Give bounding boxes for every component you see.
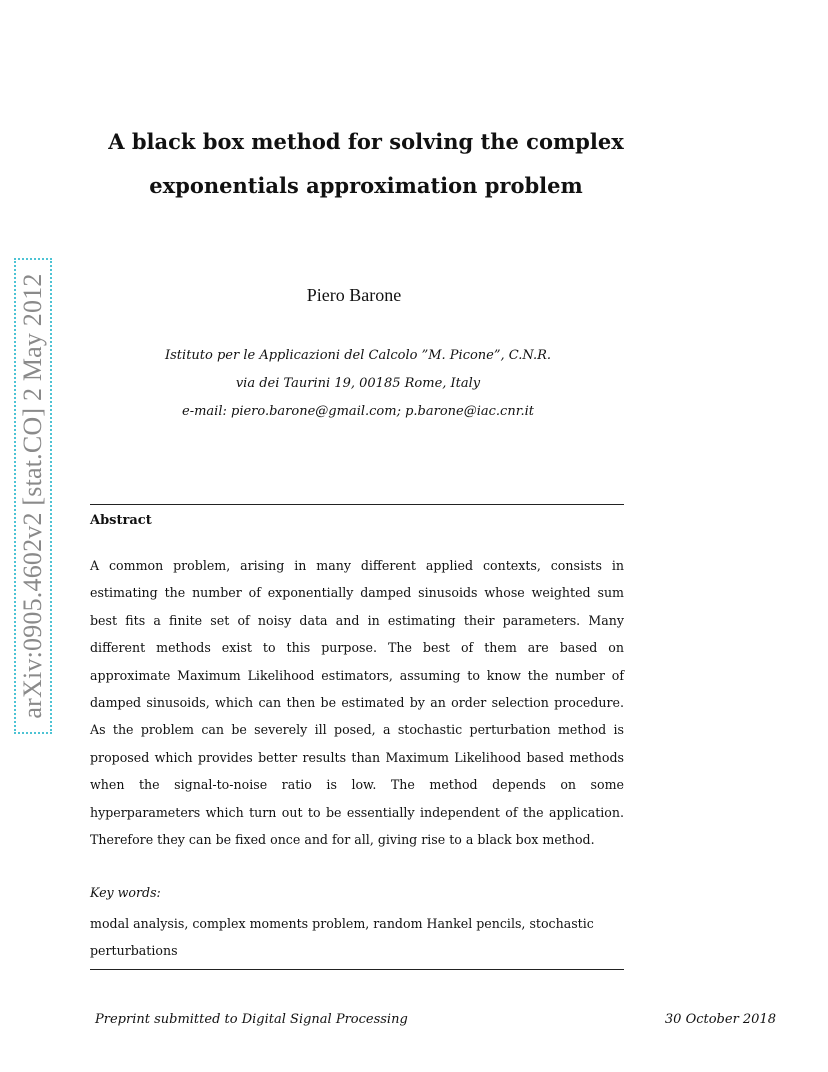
abstract-bottom-rule (90, 969, 624, 970)
arxiv-identifier: arXiv:0905.4602v2 [stat.CO] 2 May 2012 (18, 273, 47, 719)
arxiv-stamp (14, 258, 52, 734)
abstract-top-rule (90, 504, 624, 505)
affiliation-address: via dei Taurini 19, 00185 Rome, Italy (235, 376, 481, 391)
title-line-2: exponentials approximation problem (149, 173, 583, 198)
keywords-heading: Key words: (90, 885, 161, 900)
footer-date: 30 October 2018 (664, 1012, 776, 1027)
affiliation-institute: Istituto per le Applicazioni del Calcolo ”M. Picone”, C.N.R. (165, 348, 551, 363)
abstract-heading: Abstract (90, 513, 152, 528)
title-line-1: A black box method for solving the complex (108, 129, 624, 154)
paper-title (80, 120, 652, 208)
affiliation-email: e-mail: piero.barone@gmail.com; p.barone@iac.cnr.it (182, 404, 534, 419)
footer-submission-note: Preprint submitted to Digital Signal Processing (95, 1012, 408, 1027)
author-name: Piero Barone (306, 285, 402, 305)
abstract-text: A common problem, arising in many different applied contexts, consists in estimating the number of exponentially damped sinusoids whose weighted sum best fits a finite set of noisy data and in estimating their parameters. Many different methods exist to this purpose. The best of them are based on approximate Maximum Likelihood estimators, assuming to know the number of damped sinusoids, which can then be estimated by an order selection procedure. As the problem can be severely ill posed, a stochastic perturbation method is proposed which provides better results than Maximum Likelihood based methods when the signal-to-noise ratio is low. The method depends on some hyperparameters which turn out to be essentially independent of the application. Therefore they can be fixed once and for all, giving rise to a black box method. (90, 558, 624, 848)
affiliation (120, 342, 596, 426)
keywords-text: modal analysis, complex moments problem, random Hankel pencils, stochastic perturbations (90, 916, 594, 958)
